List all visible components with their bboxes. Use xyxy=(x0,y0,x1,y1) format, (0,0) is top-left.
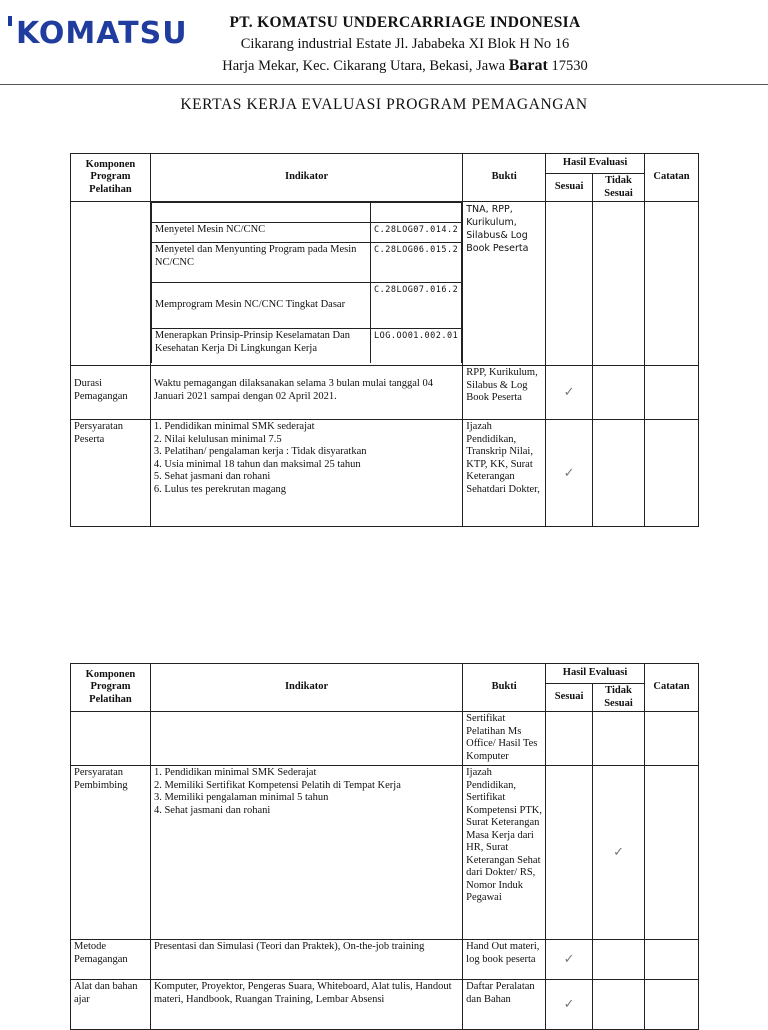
requirement-item: 1. Pendidikan minimal SMK Sederajat xyxy=(153,767,317,778)
evaluation-table-2 xyxy=(70,663,699,1030)
header-divider xyxy=(0,84,768,85)
col-tidak-sesuai: Tidak Sesuai xyxy=(593,684,645,712)
indikator-cell xyxy=(150,420,462,527)
col-komponen: Komponen Program Pelatihan xyxy=(71,154,151,202)
komponen-cell xyxy=(71,202,151,366)
sesuai-check-icon: ✓ xyxy=(546,980,593,1030)
komponen-cell xyxy=(71,712,151,766)
sesuai-cell xyxy=(546,202,593,366)
letterhead xyxy=(200,12,610,77)
evaluation-table-1 xyxy=(70,153,699,527)
bukti-cell: RPP, Kurikulum, Silabus & Log Book Peserta xyxy=(463,366,546,420)
bukti-cell: Sertifikat Pelatihan Ms Office/ Hasil Tes Komputer xyxy=(463,712,546,766)
competency-code: C.28LOG06.015.2 xyxy=(370,243,461,283)
address-line-2-bold: Barat xyxy=(508,57,548,74)
col-hasil-evaluasi: Hasil Evaluasi xyxy=(546,154,645,174)
address-line-2-post: 17530 xyxy=(551,58,588,74)
tidak-sesuai-cell xyxy=(593,712,645,766)
catatan-cell xyxy=(645,366,699,420)
company-logo xyxy=(8,14,188,54)
komponen-cell: Persyaratan Peserta xyxy=(71,420,151,527)
sesuai-check-icon: ✓ xyxy=(546,366,593,420)
catatan-cell xyxy=(644,766,698,940)
bukti-cell: Daftar Peralatan dan Bahan xyxy=(463,980,546,1030)
address-line-2-pre: Harja Mekar, Kec. Cikarang Utara, Bekasi, Jawa xyxy=(222,58,506,74)
competency-text: Menyetel Mesin NC/CNC xyxy=(151,223,370,243)
col-tidak-sesuai: Tidak Sesuai xyxy=(593,174,645,202)
table-row xyxy=(71,980,699,1030)
requirement-item: 2. Nilai kelulusan minimal 7.5 xyxy=(153,433,282,445)
requirement-item: 1. Pendidikan minimal SMK sederajat xyxy=(153,421,315,432)
list-item xyxy=(151,283,461,329)
competency-code: LOG.OO01.002.01 xyxy=(370,329,461,363)
competency-code: C.28LOG07.016.2 xyxy=(370,283,461,329)
competency-text: Memprogram Mesin NC/CNC Tingkat Dasar xyxy=(151,283,370,329)
tidak-sesuai-cell xyxy=(593,366,645,420)
col-komponen: Komponen Program Pelatihan xyxy=(71,664,151,712)
table-row xyxy=(71,766,699,940)
indikator-cell xyxy=(150,712,462,766)
col-sesuai: Sesuai xyxy=(546,684,593,712)
catatan-cell xyxy=(644,712,698,766)
address-line-2 xyxy=(200,55,610,77)
col-hasil-evaluasi: Hasil Evaluasi xyxy=(546,664,645,684)
col-catatan: Catatan xyxy=(644,664,698,712)
table-row xyxy=(71,366,699,420)
indikator-cell: Presentasi dan Simulasi (Teori dan Praktek), On-the-job training xyxy=(150,940,462,980)
requirement-item: 6. Lulus tes perekrutan magang xyxy=(153,483,286,495)
col-catatan: Catatan xyxy=(645,154,699,202)
tidak-sesuai-cell xyxy=(593,202,645,366)
requirement-item: 5. Sehat jasmani dan rohani xyxy=(153,471,271,482)
col-indikator: Indikator xyxy=(150,664,462,712)
catatan-cell xyxy=(644,980,698,1030)
komponen-cell: Durasi Pemagangan xyxy=(71,366,151,420)
bukti-cell: Hand Out materi, log book peserta xyxy=(463,940,546,980)
sesuai-check-icon: ✓ xyxy=(546,940,593,980)
tidak-sesuai-check-icon: ✓ xyxy=(593,766,645,940)
table-row xyxy=(71,940,699,980)
bukti-cell: Ijazah Pendidikan, Sertifikat Kompetensi PTK, Surat Keterangan Masa Kerja dari HR, Surat Keterangan Sehat dari Dokter/ RS, Nomor Induk Pegawai xyxy=(463,766,546,940)
catatan-cell xyxy=(645,202,699,366)
requirement-item: 3. Pelatihan/ pengalaman kerja : Tidak disyaratkan xyxy=(153,446,367,457)
requirement-item: 2. Memiliki Sertifikat Kompetensi Pelatih di Tempat Kerja xyxy=(153,779,401,791)
list-item xyxy=(151,223,461,243)
tidak-sesuai-cell xyxy=(593,980,645,1030)
address-line-1: Cikarang industrial Estate Jl. Jababeka XI Blok H No 16 xyxy=(240,36,570,52)
sesuai-cell xyxy=(546,712,593,766)
competency-text: Menyetel dan Menyunting Program pada Mesin NC/CNC xyxy=(151,243,370,283)
requirement-item: 3. Memiliki pengalaman minimal 5 tahun xyxy=(153,792,329,803)
table-row xyxy=(71,712,699,766)
komponen-cell: Persyaratan Pembimbing xyxy=(71,766,151,940)
catatan-cell xyxy=(645,420,699,527)
bukti-cell: Ijazah Pendidikan, Transkrip Nilai, KTP, KK, Surat Keterangan Sehatdari Dokter, xyxy=(463,420,546,527)
list-item xyxy=(151,243,461,283)
komponen-cell: Metode Pemagangan xyxy=(71,940,151,980)
requirement-item: 4. Sehat jasmani dan rohani xyxy=(153,804,271,816)
table-row xyxy=(71,420,699,527)
table-row xyxy=(71,202,699,366)
competency-text xyxy=(151,203,370,223)
list-item xyxy=(151,203,461,223)
indikator-cell: Waktu pemagangan dilaksanakan selama 3 bulan mulai tanggal 04 Januari 2021 sampai dengan 02 April 2021. xyxy=(150,366,462,420)
col-bukti: Bukti xyxy=(463,154,546,202)
competency-list xyxy=(151,202,462,363)
indikator-cell xyxy=(150,202,462,366)
list-item xyxy=(151,329,461,363)
logo-mark xyxy=(8,16,12,26)
indikator-cell: Komputer, Proyektor, Pengeras Suara, Whiteboard, Alat tulis, Handout materi, Handbook, Ruangan Training, Lembar Absensi xyxy=(150,980,462,1030)
tidak-sesuai-cell xyxy=(593,420,645,527)
col-bukti: Bukti xyxy=(463,664,546,712)
catatan-cell xyxy=(644,940,698,980)
tidak-sesuai-cell xyxy=(593,940,645,980)
komponen-cell: Alat dan bahan ajar xyxy=(71,980,151,1030)
col-indikator: Indikator xyxy=(150,154,462,202)
requirement-item: 4. Usia minimal 18 tahun dan maksimal 25 tahun xyxy=(153,458,361,470)
logo-text: KOMATSU xyxy=(16,16,188,51)
competency-code xyxy=(370,203,461,223)
col-sesuai: Sesuai xyxy=(546,174,593,202)
competency-code: C.28LOG07.014.2 xyxy=(370,223,461,243)
bukti-cell: TNA, RPP, Kurikulum, Silabus& Log Book Peserta xyxy=(463,202,546,366)
indikator-cell xyxy=(150,766,462,940)
competency-text: Menerapkan Prinsip-Prinsip Keselamatan Dan Kesehatan Kerja Di Lingkungan Kerja xyxy=(151,329,370,363)
sesuai-check-icon: ✓ xyxy=(546,420,593,527)
sesuai-cell xyxy=(546,766,593,940)
document-title: KERTAS KERJA EVALUASI PROGRAM PEMAGANGAN xyxy=(180,96,588,113)
company-name: PT. KOMATSU UNDERCARRIAGE INDONESIA xyxy=(229,14,581,31)
